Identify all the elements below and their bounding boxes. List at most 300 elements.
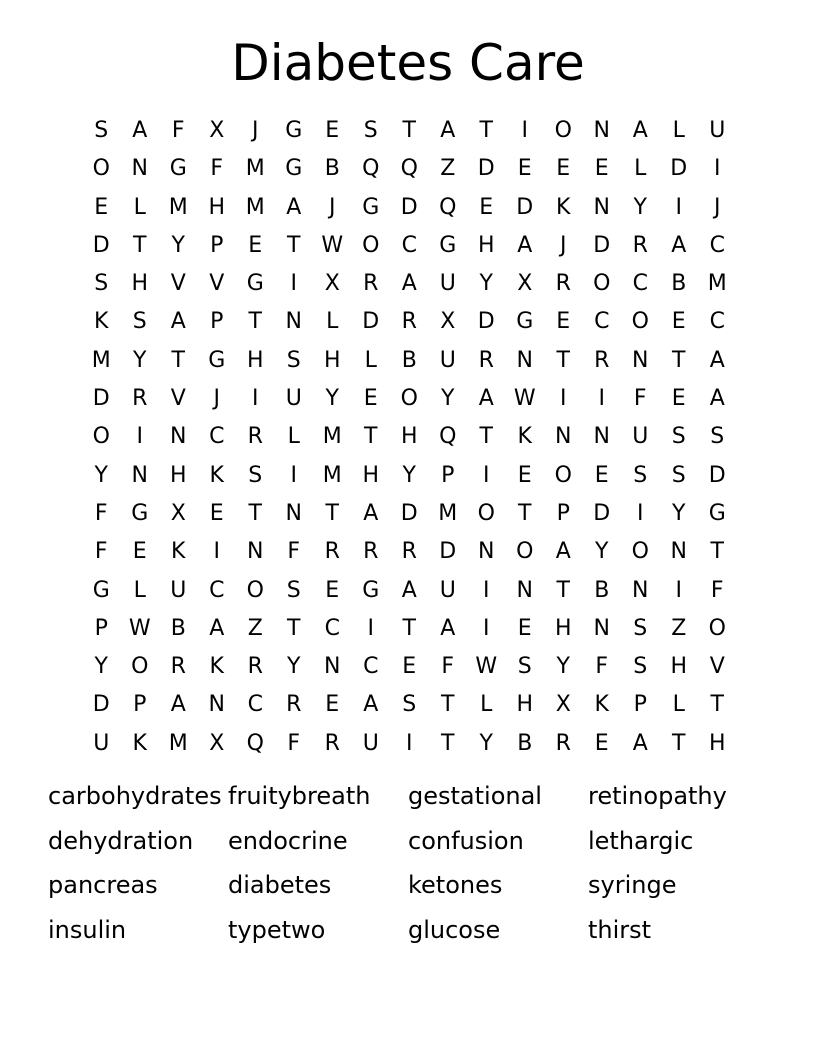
grid-letter: E — [132, 539, 147, 565]
grid-letter: E — [209, 500, 224, 526]
grid-letter: D — [400, 194, 418, 220]
grid-letter: N — [208, 692, 225, 718]
grid-letter: R — [170, 654, 186, 680]
grid-letter: S — [517, 654, 532, 680]
word-list-item: confusion — [408, 826, 524, 855]
grid-letter: G — [246, 271, 264, 297]
grid-letter: X — [170, 500, 186, 526]
grid-letter: N — [555, 424, 572, 450]
grid-letter: C — [324, 615, 340, 641]
grid-letter: T — [710, 692, 724, 718]
grid-letter: R — [324, 730, 340, 756]
grid-letter: S — [633, 654, 648, 680]
grid-letter: M — [168, 730, 188, 756]
grid-letter: G — [362, 577, 380, 603]
grid-letter: U — [439, 271, 456, 297]
grid-letter: C — [401, 232, 417, 258]
grid-letter: U — [439, 347, 456, 373]
grid-letter: F — [94, 539, 108, 565]
word-list-item: thirst — [588, 915, 652, 944]
grid-letter: L — [133, 194, 146, 220]
grid-letter: L — [133, 577, 146, 603]
grid-letter: R — [401, 309, 417, 335]
grid-letter: M — [91, 347, 111, 373]
grid-letter: F — [171, 118, 185, 143]
grid-letter: J — [714, 194, 721, 220]
grid-letter: E — [594, 730, 609, 756]
grid-letter: D — [670, 156, 688, 182]
grid-letter: Y — [94, 654, 108, 680]
grid-letter: U — [709, 118, 726, 143]
grid-letter: D — [92, 232, 110, 258]
grid-letter: C — [709, 232, 725, 258]
grid-letter: C — [209, 424, 225, 450]
grid-letter: P — [133, 692, 147, 718]
grid-letter: I — [675, 194, 682, 220]
grid-letter: G — [285, 118, 303, 143]
grid-letter: T — [133, 232, 147, 258]
grid-letter: P — [556, 500, 570, 526]
grid-letter: S — [402, 692, 417, 718]
grid-letter: E — [479, 194, 494, 220]
grid-letter: T — [518, 500, 532, 526]
grid-letter: A — [170, 309, 186, 335]
grid-letter: T — [287, 615, 301, 641]
grid-letter: U — [170, 577, 187, 603]
grid-letter: Q — [400, 156, 418, 182]
grid-letter: Y — [672, 500, 686, 526]
grid-letter: I — [560, 386, 567, 412]
grid-letter: O — [554, 118, 572, 143]
grid-letter: S — [671, 462, 686, 488]
grid-letter: O — [516, 539, 534, 565]
grid-letter: A — [286, 194, 302, 220]
grid-letter: X — [440, 309, 456, 335]
grid-letter: G — [131, 500, 149, 526]
grid-letter: L — [672, 692, 685, 718]
grid-letter: D — [400, 500, 418, 526]
grid-letter: W — [128, 615, 151, 641]
grid-letter: O — [400, 386, 418, 412]
grid-letter: C — [209, 577, 225, 603]
grid-letter: X — [209, 118, 225, 143]
grid-letter: N — [670, 539, 687, 565]
grid-letter: A — [555, 539, 571, 565]
grid-letter: N — [516, 577, 533, 603]
word-list-item: lethargic — [588, 826, 694, 855]
grid-letter: N — [131, 156, 148, 182]
grid-letter: T — [672, 347, 686, 373]
grid-letter: N — [324, 654, 341, 680]
grid-letter: T — [325, 500, 339, 526]
grid-letter: I — [406, 730, 413, 756]
grid-letter: E — [517, 156, 532, 182]
grid-letter: A — [632, 730, 648, 756]
grid-letter: F — [287, 730, 301, 756]
grid-letter: D — [362, 309, 380, 335]
grid-letter: S — [248, 462, 263, 488]
grid-letter: R — [286, 692, 302, 718]
grid-letter: K — [517, 424, 532, 450]
grid-letter: M — [438, 500, 458, 526]
grid-letter: Y — [133, 347, 147, 373]
grid-letter: T — [364, 424, 378, 450]
grid-letter: E — [671, 309, 686, 335]
grid-letter: F — [441, 654, 455, 680]
grid-letter: R — [555, 271, 571, 297]
grid-letter: Y — [633, 194, 647, 220]
grid-letter: T — [441, 692, 455, 718]
grid-letter: V — [709, 654, 725, 680]
grid-letter: R — [632, 232, 648, 258]
grid-letter: O — [92, 156, 110, 182]
grid-letter: H — [516, 692, 534, 718]
grid-letter: D — [92, 386, 110, 412]
grid-letter: A — [170, 692, 186, 718]
word-list-item: diabetes — [228, 871, 332, 899]
grid-letter: A — [709, 386, 725, 412]
grid-letter: C — [632, 271, 648, 297]
grid-letter: N — [478, 539, 495, 565]
grid-letter: H — [554, 615, 572, 641]
grid-letter: I — [483, 577, 490, 603]
grid-letter: D — [593, 500, 611, 526]
grid-letter: S — [286, 347, 301, 373]
grid-letter: S — [286, 577, 301, 603]
grid-letter: N — [516, 347, 533, 373]
grid-letter: C — [709, 309, 725, 335]
grid-letter: J — [329, 194, 336, 220]
grid-letter: D — [477, 156, 495, 182]
word-list-item: pancreas — [48, 871, 158, 899]
word-list-item: typetwo — [228, 915, 326, 944]
grid-letter: A — [440, 615, 456, 641]
grid-letter: A — [671, 232, 687, 258]
grid-letter: S — [633, 462, 648, 488]
grid-letter: H — [323, 347, 341, 373]
grid-letter: T — [171, 347, 185, 373]
grid-letter: M — [245, 156, 265, 182]
grid-letter: I — [637, 500, 644, 526]
grid-letter: Z — [671, 615, 687, 641]
grid-letter: L — [364, 347, 377, 373]
grid-letter: N — [285, 309, 302, 335]
grid-letter: H — [208, 194, 226, 220]
grid-letter: D — [593, 232, 611, 258]
grid-letter: B — [517, 730, 533, 756]
grid-letter: S — [94, 118, 109, 143]
grid-letter: I — [252, 386, 259, 412]
grid-letter: K — [594, 692, 609, 718]
grid-letter: F — [710, 577, 724, 603]
grid-letter: E — [325, 692, 340, 718]
grid-letter: R — [324, 539, 340, 565]
grid-letter: M — [322, 424, 342, 450]
grid-letter: A — [478, 386, 494, 412]
grid-letter: Z — [247, 615, 263, 641]
grid-letter: D — [708, 462, 726, 488]
grid-letter: O — [246, 577, 264, 603]
grid-letter: L — [326, 309, 339, 335]
grid-letter: A — [440, 118, 456, 143]
grid-letter: B — [594, 577, 610, 603]
grid-letter: E — [325, 577, 340, 603]
grid-letter: O — [362, 232, 380, 258]
grid-letter: N — [285, 500, 302, 526]
grid-letter: E — [94, 194, 109, 220]
grid-letter: L — [672, 118, 685, 143]
grid-letter: W — [475, 654, 498, 680]
grid-letter: N — [632, 347, 649, 373]
grid-letter: I — [367, 615, 374, 641]
word-list — [48, 774, 768, 952]
page-title: Diabetes Care — [231, 34, 585, 92]
grid-letter: K — [209, 462, 224, 488]
grid-letter: C — [594, 309, 610, 335]
grid-letter: H — [169, 462, 187, 488]
grid-letter: G — [92, 577, 110, 603]
grid-letter: N — [170, 424, 187, 450]
grid-letter: G — [285, 156, 303, 182]
grid-letter: N — [632, 577, 649, 603]
grid-letter: D — [439, 539, 457, 565]
grid-letter: A — [132, 118, 148, 143]
grid-letter: A — [209, 615, 225, 641]
grid-letter: A — [363, 500, 379, 526]
grid-letter: T — [441, 730, 455, 756]
grid-letter: G — [208, 347, 226, 373]
grid-letter: X — [209, 730, 225, 756]
grid-letter: E — [517, 462, 532, 488]
grid-letter: N — [593, 424, 610, 450]
grid-letter: I — [714, 156, 721, 182]
grid-letter: O — [631, 309, 649, 335]
grid-letter: T — [287, 232, 301, 258]
grid-letter: S — [633, 615, 648, 641]
grid-letter: Y — [595, 539, 609, 565]
grid-letter: R — [478, 347, 494, 373]
grid-letter: W — [513, 386, 536, 412]
grid-letter: H — [477, 232, 495, 258]
grid-letter: F — [595, 654, 609, 680]
word-list-item: gestational — [408, 782, 542, 810]
grid-letter: E — [363, 386, 378, 412]
grid-letter: E — [248, 232, 263, 258]
grid-letter: O — [708, 615, 726, 641]
grid-letter: F — [287, 539, 301, 565]
grid-letter: I — [213, 539, 220, 565]
grid-letter: T — [402, 615, 416, 641]
grid-letter: A — [401, 577, 417, 603]
grid-letter: O — [631, 539, 649, 565]
grid-letter: L — [634, 156, 647, 182]
grid-letter: P — [441, 462, 455, 488]
grid-letter: G — [516, 309, 534, 335]
grid-letter: D — [516, 194, 534, 220]
grid-letter: I — [136, 424, 143, 450]
grid-letter: O — [477, 500, 495, 526]
grid-letter: U — [285, 386, 302, 412]
grid-letter: P — [633, 692, 647, 718]
grid-letter: H — [131, 271, 149, 297]
grid-letter: Y — [171, 232, 185, 258]
grid-letter: A — [401, 271, 417, 297]
grid-letter: B — [170, 615, 186, 641]
grid-letter: A — [709, 347, 725, 373]
word-list-item: insulin — [48, 915, 127, 944]
grid-letter: K — [171, 539, 186, 565]
grid-letter: E — [671, 386, 686, 412]
grid-letter: T — [479, 424, 493, 450]
grid-letter: R — [555, 730, 571, 756]
grid-letter: G — [439, 232, 457, 258]
grid-letter: J — [213, 386, 220, 412]
grid-letter: P — [210, 232, 224, 258]
grid-letter: N — [593, 194, 610, 220]
grid-letter: M — [245, 194, 265, 220]
grid-letter: T — [479, 118, 493, 143]
grid-letter: E — [556, 156, 571, 182]
grid-letter: Y — [479, 730, 493, 756]
grid-letter: G — [708, 500, 726, 526]
grid-letter: M — [707, 271, 727, 297]
grid-letter: O — [554, 462, 572, 488]
grid-letter: I — [675, 577, 682, 603]
grid-letter: R — [247, 654, 263, 680]
grid-letter: T — [402, 118, 416, 143]
grid-letter: N — [131, 462, 148, 488]
grid-letter: Y — [402, 462, 416, 488]
grid-letter: U — [362, 730, 379, 756]
grid-letter: T — [248, 309, 262, 335]
letter-grid — [82, 112, 738, 763]
grid-letter: O — [131, 654, 149, 680]
grid-letter: Y — [325, 386, 339, 412]
grid-letter: Q — [362, 156, 380, 182]
grid-letter: E — [402, 654, 417, 680]
grid-letter: I — [290, 462, 297, 488]
word-list-item: syringe — [588, 871, 677, 899]
grid-letter: Y — [479, 271, 493, 297]
grid-letter: D — [92, 692, 110, 718]
grid-letter: E — [594, 462, 609, 488]
grid-letter: M — [322, 462, 342, 488]
grid-letter: Y — [556, 654, 570, 680]
grid-letter: N — [593, 118, 610, 143]
grid-letter: Y — [441, 386, 455, 412]
grid-letter: G — [362, 194, 380, 220]
grid-letter: R — [247, 424, 263, 450]
grid-letter: T — [556, 347, 570, 373]
grid-letter: Y — [287, 654, 301, 680]
grid-letter: X — [555, 692, 571, 718]
grid-letter: H — [708, 730, 726, 756]
grid-letter: J — [252, 118, 259, 143]
grid-letter: K — [556, 194, 571, 220]
grid-letter: R — [363, 539, 379, 565]
grid-letter: A — [517, 232, 533, 258]
grid-letter: K — [132, 730, 147, 756]
grid-letter: T — [556, 577, 570, 603]
grid-letter: O — [92, 424, 110, 450]
grid-letter: E — [556, 309, 571, 335]
grid-letter: I — [483, 462, 490, 488]
grid-letter: F — [94, 500, 108, 526]
grid-letter: R — [363, 271, 379, 297]
grid-letter: R — [401, 539, 417, 565]
grid-letter: R — [132, 386, 148, 412]
grid-letter: F — [633, 386, 647, 412]
grid-letter: O — [593, 271, 611, 297]
grid-letter: K — [94, 309, 109, 335]
word-list-item: glucose — [408, 915, 501, 944]
grid-letter: U — [93, 730, 110, 756]
grid-letter: L — [480, 692, 493, 718]
grid-letter: B — [401, 347, 417, 373]
grid-letter: H — [362, 462, 380, 488]
grid-letter: X — [324, 271, 340, 297]
grid-letter: C — [247, 692, 263, 718]
grid-letter: T — [710, 539, 724, 565]
grid-letter: H — [400, 424, 418, 450]
grid-letter: C — [363, 654, 379, 680]
grid-letter: Q — [246, 730, 264, 756]
grid-letter: V — [170, 271, 186, 297]
grid-letter: H — [246, 347, 264, 373]
word-list-item: ketones — [408, 871, 503, 899]
grid-letter: H — [670, 654, 688, 680]
grid-letter: J — [560, 232, 567, 258]
grid-letter: F — [210, 156, 224, 182]
grid-letter: X — [517, 271, 533, 297]
grid-letter: A — [363, 692, 379, 718]
grid-letter: I — [483, 615, 490, 641]
grid-letter: S — [132, 309, 147, 335]
word-list-item: retinopathy — [588, 782, 727, 810]
word-list-item: carbohydrates — [48, 782, 222, 810]
grid-letter: I — [521, 118, 528, 143]
word-list-item: dehydration — [48, 826, 194, 855]
grid-letter: V — [170, 386, 186, 412]
grid-letter: R — [594, 347, 610, 373]
grid-letter: U — [632, 424, 649, 450]
grid-letter: K — [209, 654, 224, 680]
grid-letter: I — [598, 386, 605, 412]
grid-letter: Z — [440, 156, 456, 182]
word-list-item: fruitybreath — [228, 782, 371, 810]
grid-letter: Q — [439, 194, 457, 220]
grid-letter: N — [247, 539, 264, 565]
grid-letter: P — [210, 309, 224, 335]
word-list-item: endocrine — [228, 826, 348, 855]
grid-letter: A — [632, 118, 648, 143]
grid-letter: L — [287, 424, 300, 450]
grid-letter: G — [169, 156, 187, 182]
grid-letter: Y — [94, 462, 108, 488]
grid-letter: T — [672, 730, 686, 756]
grid-letter: D — [477, 309, 495, 335]
grid-letter: M — [168, 194, 188, 220]
grid-letter: S — [94, 271, 109, 297]
grid-letter: N — [593, 615, 610, 641]
grid-letter: S — [363, 118, 378, 143]
grid-letter: B — [324, 156, 340, 182]
grid-letter: E — [594, 156, 609, 182]
grid-letter: I — [290, 271, 297, 297]
grid-letter: E — [517, 615, 532, 641]
grid-letter: P — [94, 615, 108, 641]
grid-letter: E — [325, 118, 340, 143]
